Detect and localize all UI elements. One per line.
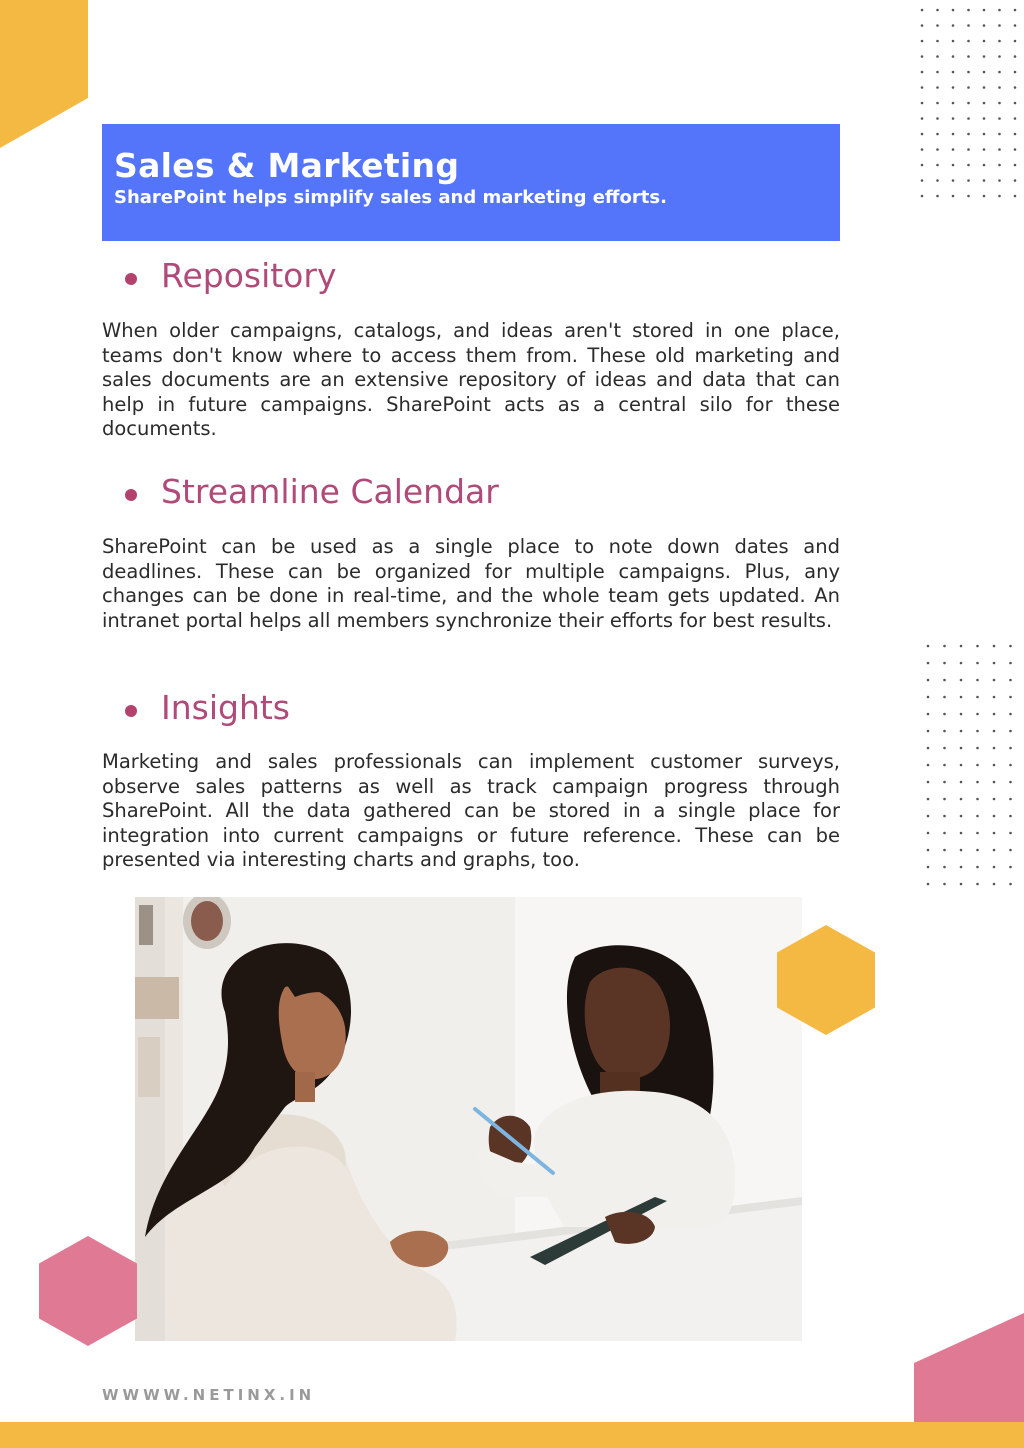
section-repository bbox=[102, 256, 840, 442]
section-heading bbox=[102, 256, 840, 304]
section-heading bbox=[102, 472, 840, 520]
section-heading-text: Streamline Calendar bbox=[161, 472, 499, 511]
header-banner bbox=[102, 124, 840, 241]
bullet-icon bbox=[125, 705, 137, 717]
section-streamline-calendar bbox=[102, 472, 840, 633]
meeting-photo bbox=[135, 897, 802, 1341]
section-heading-text: Repository bbox=[161, 256, 337, 295]
meeting-illustration bbox=[135, 897, 802, 1341]
section-heading bbox=[102, 688, 840, 736]
section-body: When older campaigns, catalogs, and ideas aren't stored in one place, teams don't know where to access them from. These old marketing and sales documents are an extensive repository of ideas and data that can help in future campaigns. SharePoint acts as a central silo for these documents. bbox=[102, 319, 840, 440]
footer-website-url: WWWW.NETINX.IN bbox=[102, 1386, 316, 1404]
page-title: Sales & Marketing bbox=[114, 146, 460, 185]
section-body: Marketing and sales professionals can implement customer surveys, observe sales patterns as well as track campaign progress through SharePoint. All the data gathered can be stored in a single place for integration into current campaigns or future reference. These can be presented via interesting charts and graphs, too. bbox=[102, 750, 840, 871]
section-heading-text: Insights bbox=[161, 688, 291, 727]
corner-decoration-top-left bbox=[0, 0, 88, 148]
hexagon-decoration-pink bbox=[39, 1236, 137, 1346]
footer-bar bbox=[0, 1422, 1024, 1448]
hexagon-decoration-yellow bbox=[777, 925, 875, 1035]
page-subtitle: SharePoint helps simplify sales and marketing efforts. bbox=[114, 187, 667, 208]
bullet-icon bbox=[125, 273, 137, 285]
dot-grid-right bbox=[924, 642, 1022, 888]
dot-grid-top-right bbox=[918, 6, 1022, 202]
section-insights bbox=[102, 688, 840, 873]
section-body: SharePoint can be used as a single place to note down dates and deadlines. These can be organized for multiple campaigns. Plus, any changes can be done in real-time, and the whole team gets updated. An intranet portal helps all members synchronize their efforts for best results. bbox=[102, 535, 840, 632]
bullet-icon bbox=[125, 489, 137, 501]
